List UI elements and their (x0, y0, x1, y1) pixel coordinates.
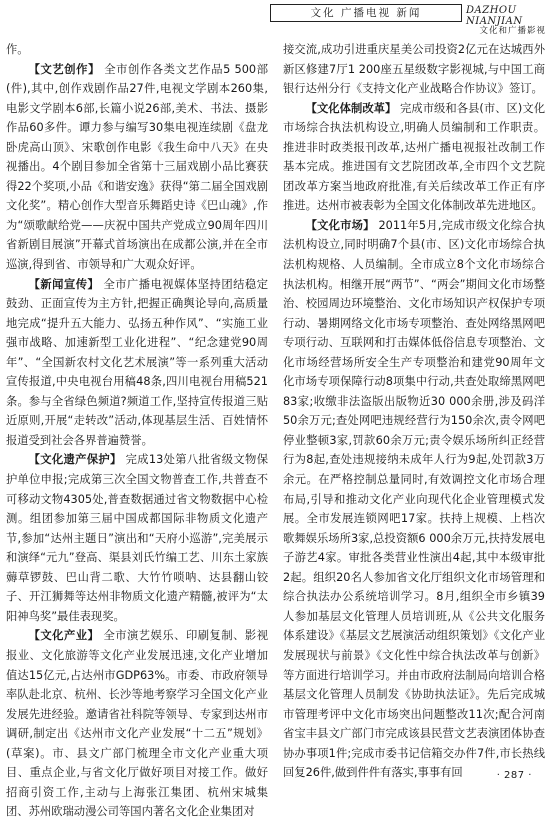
body-literary-creation: 全市创作各类文艺作品5 500部(件),其中,创作戏剧作品27件,电视文学剧本260集,电影文学剧本6部,长篇小说26部,美术、书法、摄影作品60多件。谭力参与编写30集电视连续剧《盘龙卧虎高山顶》、宋歌创作电影《我生命中八天》在央视播出。4个剧目参加全省第十三届戏剧小品比赛获得22个奖项,小品《和谐安逸》获得“第二届全国戏剧文化奖”。精心创作大型音乐舞蹈史诗《巴山魂》,作为“颂歌献给党——庆祝中国共产党成立90周年四川省新剧目展演”开幕式首场演出在成都公演,并在全市巡演,得到省、市领导和广大观众好评。 (6, 62, 268, 272)
body-cultural-market: 2011年5月,完成市级文化综合执法机构设立,同时明确7个县(市、区)文化市场综合执法机构规格、人员编制。全市成立8个文化市场综合执法机构。相继开展“两节”、“两会”期间文化市场整治、校园周边环境整治、文化市场知识产权保护专项行动、暑期网络文化市场专项整治、查处网络黑网吧专项行动、互联网和打击媒体低俗信息专项整治、文化市场经营场所安全生产专项整治和建党90周年文化市场专项保障行动8项集中行动,共查处取缔黑网吧83家;收缴非法盗版出版物近30 000余册,涉及码洋50余万元;查处网吧违规经营行为150余次,责令网吧停业整顿3家,罚款60余万元;责令娱乐场所纠正经营行为8起,查处违规接纳未成年人行为9起,处罚款3万余元。在严格控制总量同时,有效调控文化市场合理布局,引导和推动文化产业向现代化企业管理模式发展。全市发展连锁网吧17家。扶持上规模、上档次歌舞娱乐场所3家,总投资额6 000余万元,扶持发展电子游艺4家。审批各类营业性演出4起,其中本级审批2起。组织20名人参加省文化厅组织文化市场管理和综合执法办公系统培训学习。8月,组织全市乡镇39人参加基层文化管理人员培训班,从《公共文化服务体系建设》《基层文艺展演活动组织策划》《文化产业发展现状与前景》《文化性中综合执法改革与创新》等方面进行培训学习。并由市政府法制局向培训合格基层文化管理人员制发《协助执法证》。先后完成城市管理考评中文化市场突出问题整改11次;配合河南省宝丰县文广部门市完成该县民营文艺表演团体协查协办事项1件;完成市委书记信箱交办件7件,市长热线回复26件,做到件件有落实,事事有回 (283, 218, 546, 780)
body-heritage-protection: 完成13处第八批省级文物保护单位申报;完成第三次全国文物普查工作,共普查不可移动文物4305处,普查数据通过省文物数据中心检测。组团参加第三届中国成都国际非物质文化遗产节,参加“达州主题日”演出和“天府小巡游”,完美展示和演绎“元九”登高、渠县刘氏竹编工艺、川东土家族薅草锣鼓、巴山背二歌、大竹竹唢呐、达县翻山铰子、开江狮舞等达州非物质文化遗产精髓,被评为“太阳神鸟奖”最佳表现奖。 (6, 453, 268, 623)
paragraph-continuation: 作。 (6, 43, 29, 56)
body-system-reform: 完成市级和各县(市、区)文化市场综合执法机构设立,明确人员编制和工作职责。推进非时政类报刊改革,达州广播电视报社改制工作基本完成。推进国有文艺院团改革,全市四个文艺院团改革方案当地政府批准,有关后续改革工作正有序推进。达州市被表彰为全国文化体制改革先进地区。 (283, 101, 545, 213)
paragraph-continuation: 接交流,成功引进重庆星美公司投资2亿元在达城西外新区修建7厅1 200座五星级数字影视城,与中国工商银行达州分行《支持文化产业战略合作协议》签订。 (283, 43, 545, 96)
heading-system-reform: 【文化体制改革】 (305, 101, 397, 115)
page-number: · 287 · (496, 770, 532, 781)
left-column (6, 40, 268, 822)
paragraph-system-reform (283, 99, 545, 216)
heading-news-publicity: 【新闻宣传】 (28, 277, 100, 291)
subsection-title: 文化和广播影视 (479, 26, 546, 36)
right-column (283, 40, 545, 783)
heading-cultural-industry: 【文化产业】 (28, 629, 100, 643)
paragraph-literary-creation (6, 60, 268, 275)
section-title: 文化 广播电视 新闻 (270, 4, 462, 22)
paragraph-news-publicity (6, 275, 268, 451)
body-cultural-industry: 全市演艺娱乐、印刷复制、影视报业、文化旅游等文化产业发展迅速,文化产业增加值达15亿元,占达州市GDP63%。市委、市政府领导率队赴北京、杭州、长沙等地考察学习全国文化产业发展先进经验。邀请省社科院等领导、专家到达州市调研,制定出《达州市文化产业发展“十二五”规划》(草案)。市、县文广部门梳理全市文化产业重大项目、重点企业,与省文化厅做好项目对接工作。做好招商引资工作,主动与上海张江集团、杭州宋城集团、苏州欧瑞动漫公司等国内著名文化企业集团对 (6, 629, 268, 819)
paragraph-cultural-market (283, 216, 545, 783)
body-news-publicity: 全市广播电视媒体坚持团结稳定鼓劲、正面宣传为主方针,把握正确舆论导向,高质量地完成“提升五大能力、弘扬五种作风”、“实施工业强市战略、加速新型工业化进程”、“纪念建党90周年”、“全国新农村文化艺术展演”等一系列重大活动宣传报道,中央电视台用稿48条,四川电视台用稿521条。参与全省绿色频道?频道工作,坚持宣传报道三贴近原则,开展“走转改”活动,体现基层生活、百姓情怀报道受到社会各界普遍赞誉。 (6, 277, 268, 447)
paragraph-cultural-industry (6, 626, 268, 821)
heading-cultural-market: 【文化市场】 (305, 218, 375, 232)
paragraph-heritage-protection (6, 450, 268, 626)
heading-literary-creation: 【文艺创作】 (28, 62, 100, 76)
running-header (270, 4, 550, 38)
yearbook-title: DAZHOU NIANJIAN (466, 5, 523, 27)
heading-heritage-protection: 【文化遗产保护】 (28, 453, 122, 467)
